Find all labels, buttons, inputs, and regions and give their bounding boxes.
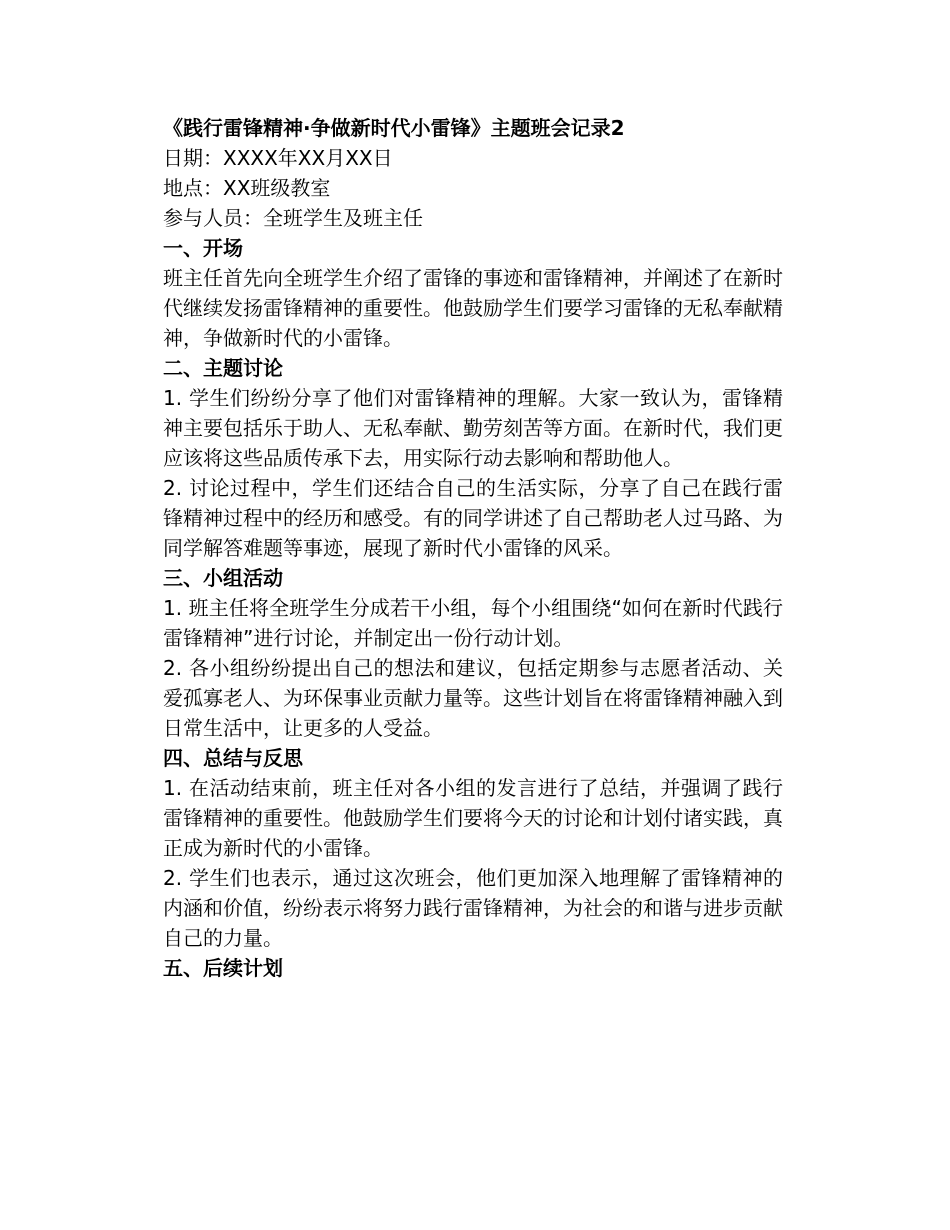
section-heading-discussion: 二、主题讨论: [163, 356, 283, 380]
section-paragraph: 班主任首先向全班学生介绍了雷锋的事迹和雷锋精神，并阐述了在新时代继续发扬雷锋精神的重要性。他鼓励学生们要学习雷锋的无私奉献精神，争做新时代的小雷锋。: [163, 266, 783, 350]
meta-location: 地点：XX班级教室: [163, 176, 331, 200]
meta-date: 日期：XXXX年XX月XX日: [163, 146, 393, 170]
section-heading-group-activity: 三、小组活动: [163, 566, 283, 590]
section-paragraph: 1. 学生们纷纷分享了他们对雷锋精神的理解。大家一致认为，雷锋精神主要包括乐于助人、无私奉献、勤劳刻苦等方面。在新时代，我们更应该将这些品质传承下去，用实际行动去影响和帮助他人。: [163, 386, 783, 470]
section-heading-summary: 四、总结与反思: [163, 746, 303, 770]
section-heading-opening: 一、开场: [163, 236, 243, 260]
section-paragraph: 2. 各小组纷纷提出自己的想法和建议，包括定期参与志愿者活动、关爱孤寡老人、为环保事业贡献力量等。这些计划旨在将雷锋精神融入到日常生活中，让更多的人受益。: [163, 656, 783, 740]
section-paragraph: 1. 在活动结束前，班主任对各小组的发言进行了总结，并强调了践行雷锋精神的重要性。他鼓励学生们要将今天的讨论和计划付诸实践，真正成为新时代的小雷锋。: [163, 776, 783, 860]
section-paragraph: 1. 班主任将全班学生分成若干小组，每个小组围绕“如何在新时代践行雷锋精神”进行讨论，并制定出一份行动计划。: [163, 596, 783, 650]
section-paragraph: 2. 讨论过程中，学生们还结合自己的生活实际，分享了自己在践行雷锋精神过程中的经历和感受。有的同学讲述了自己帮助老人过马路、为同学解答难题等事迹，展现了新时代小雷锋的风采。: [163, 476, 783, 560]
section-heading-follow-up: 五、后续计划: [163, 956, 283, 980]
document-title: 《践行雷锋精神·争做新时代小雷锋》主题班会记录2: [163, 116, 625, 140]
section-paragraph: 2. 学生们也表示，通过这次班会，他们更加深入地理解了雷锋精神的内涵和价值，纷纷表示将努力践行雷锋精神，为社会的和谐与进步贡献自己的力量。: [163, 866, 783, 950]
document-page: [163, 113, 783, 983]
meta-participants: 参与人员：全班学生及班主任: [163, 206, 423, 230]
